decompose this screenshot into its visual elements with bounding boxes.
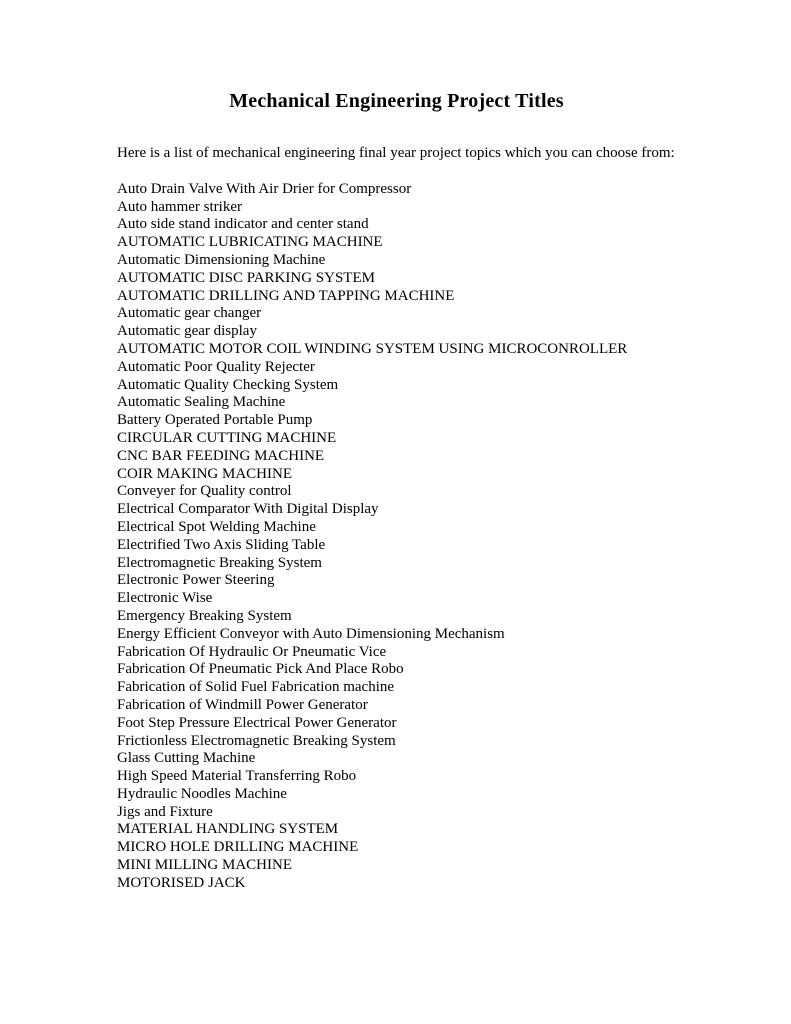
list-item: High Speed Material Transferring Robo: [117, 768, 357, 785]
list-item: Automatic Poor Quality Rejecter: [117, 358, 315, 375]
list-item: Energy Efficient Conveyor with Auto Dimensioning Mechanism: [117, 625, 505, 642]
list-item: Fabrication Of Pneumatic Pick And Place Robo: [117, 661, 404, 678]
list-item: Electronic Power Steering: [117, 572, 275, 589]
list-item: Foot Step Pressure Electrical Power Generator: [117, 714, 397, 731]
list-item: Automatic gear changer: [117, 305, 262, 322]
list-item: Automatic gear display: [117, 323, 257, 340]
list-item: Fabrication of Windmill Power Generator: [117, 696, 368, 713]
list-item: Fabrication of Solid Fuel Fabrication machine: [117, 679, 395, 696]
list-item: Fabrication Of Hydraulic Or Pneumatic Vice: [117, 643, 387, 660]
list-item: Electrical Comparator With Digital Display: [117, 501, 379, 518]
list-item: CIRCULAR CUTTING MACHINE: [117, 429, 337, 446]
list-item: MINI MILLING MACHINE: [117, 857, 292, 874]
list-item: AUTOMATIC LUBRICATING MACHINE: [117, 234, 383, 251]
list-item: Electromagnetic Breaking System: [117, 554, 322, 571]
list-item: MATERIAL HANDLING SYSTEM: [117, 821, 339, 838]
list-item: MOTORISED JACK: [117, 874, 246, 891]
page-title: Mechanical Engineering Project Titles: [229, 90, 564, 112]
list-item: AUTOMATIC DRILLING AND TAPPING MACHINE: [117, 287, 455, 304]
list-item: Auto hammer striker: [117, 198, 242, 215]
list-item: Hydraulic Noodles Machine: [117, 785, 287, 802]
list-item: COIR MAKING MACHINE: [117, 465, 292, 482]
list-item: Frictionless Electromagnetic Breaking System: [117, 732, 396, 749]
list-item: Jigs and Fixture: [117, 803, 213, 820]
list-item: Auto Drain Valve With Air Drier for Compressor: [117, 180, 412, 197]
list-item: AUTOMATIC MOTOR COIL WINDING SYSTEM USING MICROCONROLLER: [117, 340, 628, 357]
list-item: Emergency Breaking System: [117, 607, 292, 624]
list-item: Electronic Wise: [117, 590, 213, 607]
list-item: AUTOMATIC DISC PARKING SYSTEM: [117, 269, 375, 286]
list-item: Battery Operated Portable Pump: [117, 412, 313, 429]
intro-paragraph: Here is a list of mechanical engineering final year project topics which you can choose from:: [117, 145, 675, 161]
list-item: Glass Cutting Machine: [117, 750, 256, 767]
list-item: Automatic Quality Checking System: [117, 376, 339, 393]
list-item: MICRO HOLE DRILLING MACHINE: [117, 839, 359, 856]
list-item: Electrified Two Axis Sliding Table: [117, 536, 326, 553]
list-item: Automatic Dimensioning Machine: [117, 251, 326, 268]
list-item: Conveyer for Quality control: [117, 483, 292, 500]
list-item: Auto side stand indicator and center stand: [117, 216, 369, 233]
list-item: Automatic Sealing Machine: [117, 394, 286, 411]
project-list: [117, 181, 676, 893]
list-item: CNC BAR FEEDING MACHINE: [117, 447, 325, 464]
list-item: Electrical Spot Welding Machine: [117, 518, 316, 535]
